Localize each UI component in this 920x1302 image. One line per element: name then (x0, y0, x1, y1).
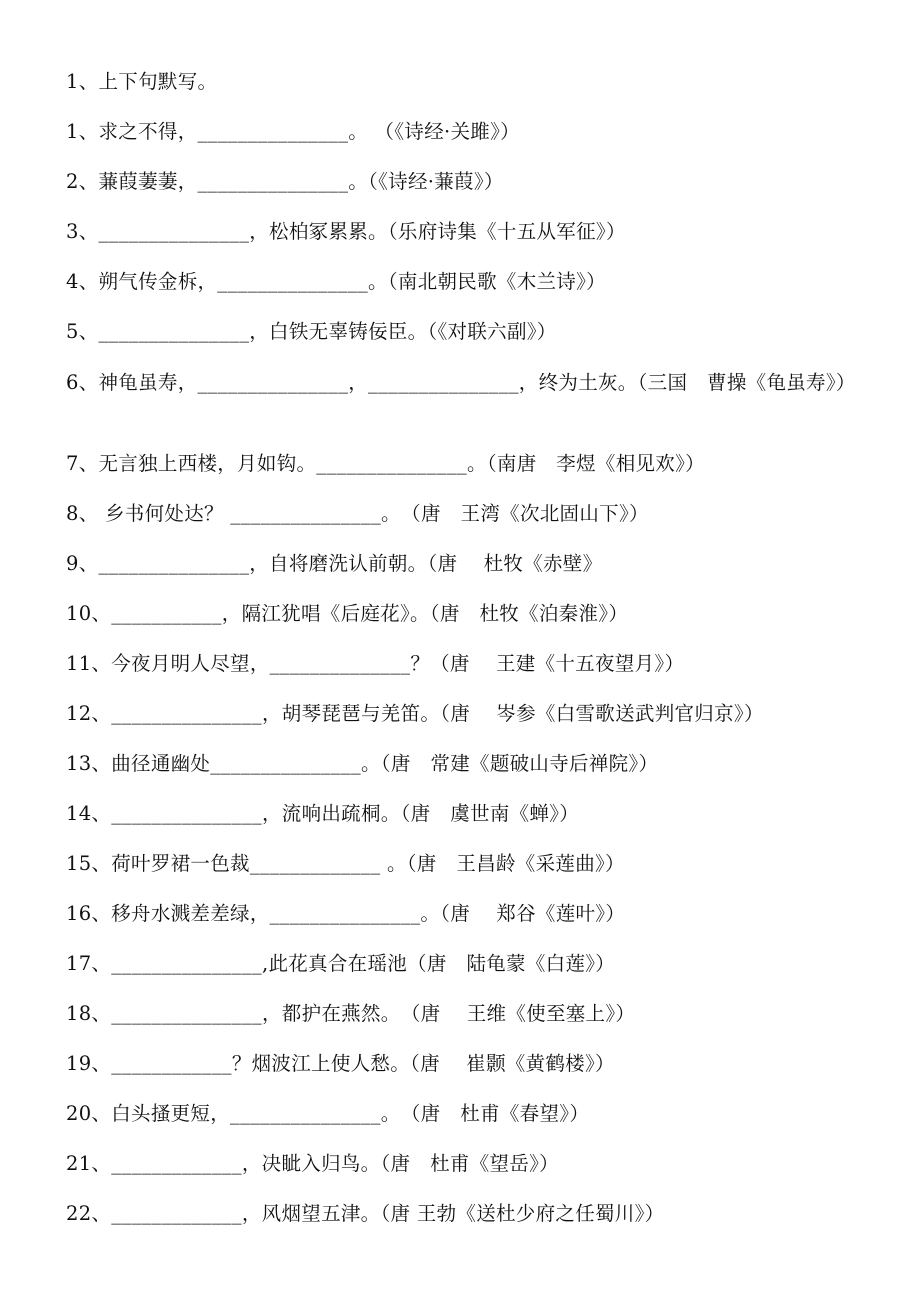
question-14: 14、_______________，流响出疏桐。（唐 虞世南《蝉》） (66, 802, 580, 825)
question-18: 18、_______________，都护在燕然。 （唐 王维《使至塞上》） (66, 1002, 636, 1025)
question-10: 10、___________，隔江犹唱《后庭花》。（唐 杜牧《泊秦淮》） (66, 602, 629, 625)
question-2: 2、蒹葭萋萋，_______________。（《诗经·蒹葭》） (66, 170, 504, 193)
question-3: 3、_______________，松柏冢累累。（乐府诗集《十五从军征》） (66, 220, 626, 243)
question-22: 22、_____________，风烟望五津。（唐 王勃《送杜少府之任蜀川》） (66, 1202, 665, 1225)
question-5: 5、_______________，白铁无辜铸佞臣。（《对联六副》） (66, 320, 557, 343)
question-8: 8、 乡书何处达？ _______________。 （唐 王湾《次北固山下》） (66, 502, 649, 525)
question-19: 19、____________？烟波江上使人愁。（唐 崔颢《黄鹤楼》） (66, 1052, 615, 1075)
section-heading: 1、上下句默写。 (66, 70, 218, 93)
question-21: 21、_____________，决眦入归鸟。（唐 杜甫《望岳》） (66, 1152, 559, 1175)
question-17: 17、_______________,此花真合在瑶池（唐 陆龟蒙《白莲》） (66, 952, 616, 975)
question-4: 4、朔气传金柝，_______________。（南北朝民歌《木兰诗》） (66, 270, 606, 293)
question-13: 13、曲径通幽处_______________。（唐 常建《题破山寺后禅院》） (66, 752, 659, 775)
question-15: 15、荷叶罗裙一色裁_____________ 。（唐 王昌龄《采莲曲》） (66, 852, 625, 875)
question-12: 12、_______________，胡琴琵琶与羌笛。（唐 岑参《白雪歌送武判官归京》） (66, 702, 764, 725)
question-7: 7、无言独上西楼，月如钩。_______________。（南唐 李煜《相见欢》） (66, 452, 705, 475)
question-9: 9、_______________，自将磨洗认前朝。（唐 杜牧《赤壁》 (66, 552, 603, 575)
question-1: 1、求之不得，_______________。 （《诗经·关雎》） (66, 120, 520, 143)
question-11: 11、今夜月明人尽望，______________？（唐 王建《十五夜望月》） (66, 652, 685, 675)
question-16: 16、移舟水溅差差绿，_______________。（唐 郑谷《莲叶》） (66, 902, 626, 925)
question-6: 6、神龟虽寿，_______________，_______________，终为土灰。（三国 曹操《龟虽寿》） (66, 371, 856, 394)
question-20: 20、白头搔更短，_______________。 （唐 杜甫《春望》） (66, 1102, 590, 1125)
